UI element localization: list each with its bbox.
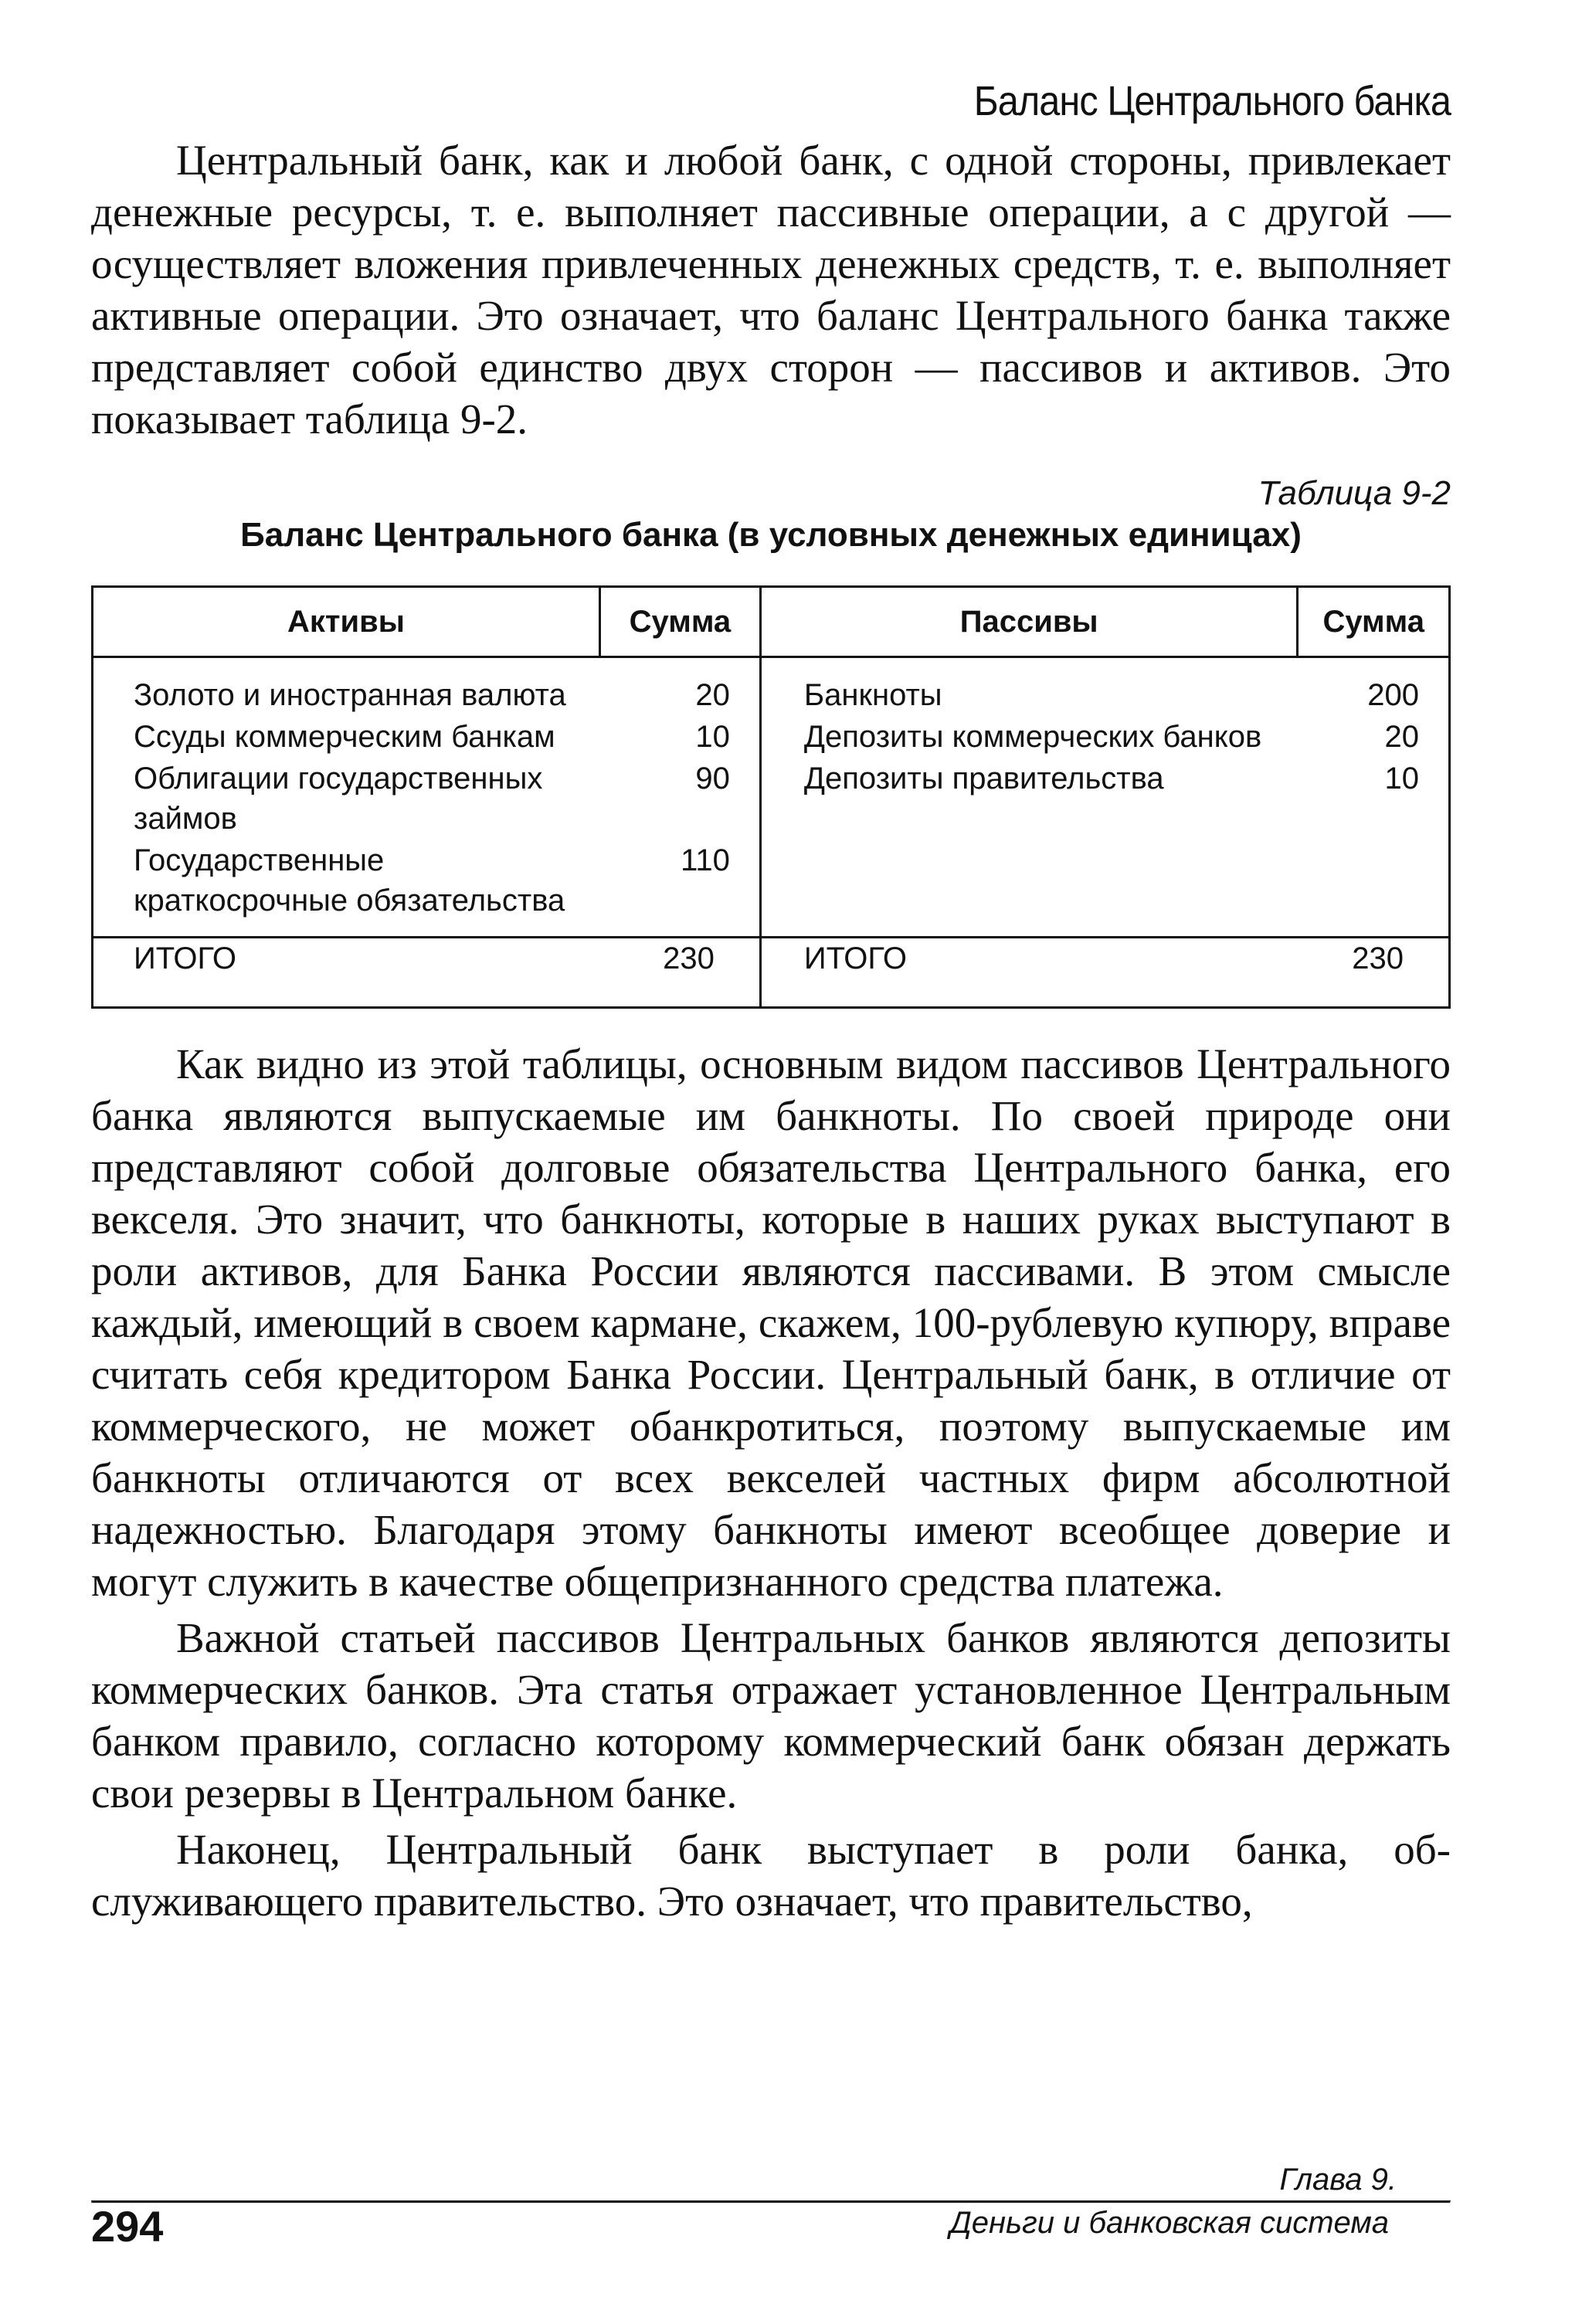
balance-table xyxy=(91,585,1451,1009)
table-body-row xyxy=(93,657,1450,938)
chapter-label: Глава 9. xyxy=(1279,2163,1397,2197)
liability-value: 200 xyxy=(1367,678,1419,712)
asset-item xyxy=(134,717,744,757)
liability-value: 10 xyxy=(1384,762,1419,796)
liabilities-total-cell xyxy=(760,938,1449,1008)
table-total-row xyxy=(93,938,1450,1008)
header-assets-sum: Сумма xyxy=(599,587,760,657)
liabilities-total-label: ИТОГО xyxy=(803,941,907,975)
header-liabilities-sum: Сумма xyxy=(1298,587,1450,657)
asset-value: 20 xyxy=(695,678,730,712)
page-footer xyxy=(91,2163,1451,2250)
liability-name: Банкноты xyxy=(803,678,942,712)
table-title: Баланс Центрального банка (в условных денежных единицах) xyxy=(240,516,1302,554)
liabilities-total xyxy=(762,938,1448,979)
book-title: Деньги и банковская система xyxy=(949,2206,1389,2240)
asset-name: Облигации государственных займов xyxy=(134,762,543,836)
liability-name: Депозиты коммерческих банков xyxy=(803,720,1262,754)
asset-item xyxy=(134,840,744,921)
paragraph-banknotes: Как видно из этой таблицы, основным видом пассивов Центрального банка являются выпускаемые им банкноты. По своей природе они представляют собой долговые обязательства Центрального банка, его векселя. Это значит, что банкноты, которые в наших руках выступают в роли активов, для Банка России являются пассивами. В этом смысле каждый, имеющий в своем кармане, скажем, 100-рублевую купюру, вправе считать себя кредитором Банка России. Центральный банк, в отличие от коммерческого, не может обанкротиться, поэтому выпускаемые им банкноты отличаются от всех векселей частных фирм абсолютной надежностью. Благодаря этому банкноты имеют всеобщее доверие и могут служить в качестве общепризнанного средства платежа. xyxy=(91,1040,1451,1605)
asset-name: Золото и иностранная валюта xyxy=(134,678,566,712)
footer-row xyxy=(91,2204,1451,2250)
paragraph-government: Наконец, Центральный банк выступает в роли банка, обслуживающего правительство. Это означает, что правительство, xyxy=(91,1826,1451,1925)
asset-name: Ссуды коммерческим банкам xyxy=(134,720,555,754)
paragraph-deposits: Важной статьей пассивов Центральных банков являются депозиты коммерческих банков. Эта статья отражает установленное Центральным банком правило, согласно которому коммерческий банк обязан держать свои резервы в Центральном банке. xyxy=(91,1614,1451,1817)
table-header-row xyxy=(93,587,1450,657)
liability-name: Депозиты правительства xyxy=(803,762,1164,796)
asset-item xyxy=(134,758,744,839)
assets-total-cell xyxy=(93,938,761,1008)
header-assets: Активы xyxy=(93,587,600,657)
liability-item xyxy=(804,675,1433,715)
liabilities-cell xyxy=(760,657,1449,938)
assets-total-value: 230 xyxy=(663,941,715,975)
table-label: Таблица 9-2 xyxy=(1258,474,1451,512)
asset-value: 90 xyxy=(695,762,730,796)
page xyxy=(91,77,1451,1927)
liability-value: 20 xyxy=(1384,720,1419,754)
asset-item xyxy=(134,675,744,715)
assets-total xyxy=(93,938,759,979)
asset-name: Государственные краткосрочные обязательства xyxy=(134,843,565,918)
paragraph-intro: Центральный банк, как и любой банк, с одной стороны, привлекает денежные ресурсы, т. е. выполняет пассивные операции, а с другой — осуществляет вложения привлеченных денежных средств, т. е. выполняет активные операции. Это означает, что баланс Центрального банка также представляет собой единство двух сторон — пассивов и активов. Это показывает таблица 9-2. xyxy=(91,137,1451,443)
liability-item xyxy=(804,758,1433,799)
running-head: Баланс Центрального банка xyxy=(973,78,1451,124)
header-liabilities: Пассивы xyxy=(760,587,1298,657)
asset-value: 110 xyxy=(681,843,730,877)
assets-cell xyxy=(93,657,761,938)
liabilities-total-value: 230 xyxy=(1352,941,1404,975)
page-number: 294 xyxy=(91,2202,164,2251)
assets-total-label: ИТОГО xyxy=(134,941,237,975)
liability-item xyxy=(804,717,1433,757)
asset-value: 10 xyxy=(695,720,730,754)
